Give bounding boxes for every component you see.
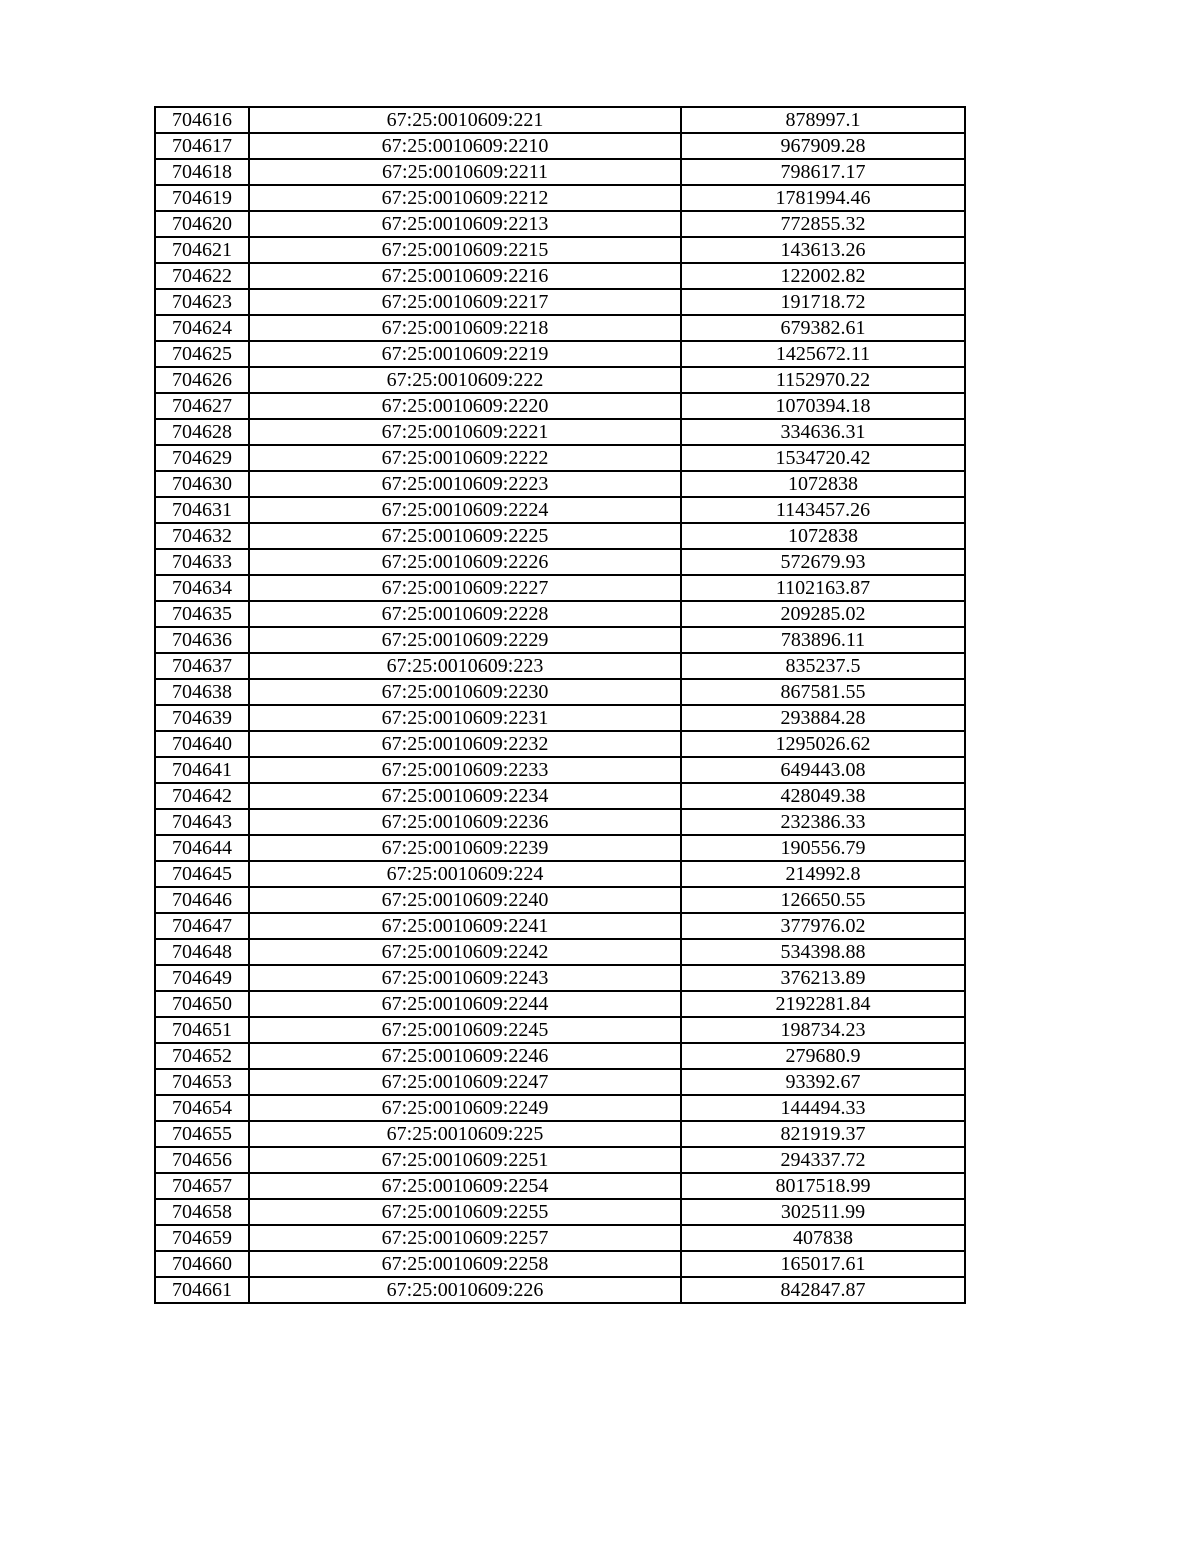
table-row: [155, 653, 965, 679]
row-number-cell: 704641: [155, 757, 249, 783]
cadastral-value-cell: 2192281.84: [681, 991, 965, 1017]
table-row: [155, 627, 965, 653]
row-number-cell: 704652: [155, 1043, 249, 1069]
table-row: [155, 575, 965, 601]
cadastral-number-cell: 67:25:0010609:2243: [249, 965, 681, 991]
cadastral-number-cell: 67:25:0010609:2232: [249, 731, 681, 757]
cadastral-number-cell: 67:25:0010609:2224: [249, 497, 681, 523]
table-row: [155, 679, 965, 705]
cadastral-number-cell: 67:25:0010609:2246: [249, 1043, 681, 1069]
row-number-cell: 704640: [155, 731, 249, 757]
cadastral-number-cell: 67:25:0010609:2221: [249, 419, 681, 445]
cadastral-number-cell: 67:25:0010609:2211: [249, 159, 681, 185]
cadastral-value-cell: 293884.28: [681, 705, 965, 731]
cadastral-number-cell: 67:25:0010609:2257: [249, 1225, 681, 1251]
cadastral-value-cell: 1072838: [681, 471, 965, 497]
table-row: [155, 159, 965, 185]
table-row: [155, 107, 965, 133]
cadastral-value-cell: 165017.61: [681, 1251, 965, 1277]
table-row: [155, 1043, 965, 1069]
cadastral-number-cell: 67:25:0010609:2215: [249, 237, 681, 263]
row-number-cell: 704655: [155, 1121, 249, 1147]
cadastral-value-cell: 534398.88: [681, 939, 965, 965]
cadastral-value-cell: 232386.33: [681, 809, 965, 835]
row-number-cell: 704660: [155, 1251, 249, 1277]
row-number-cell: 704625: [155, 341, 249, 367]
cadastral-value-cell: 334636.31: [681, 419, 965, 445]
cadastral-value-cell: 772855.32: [681, 211, 965, 237]
table-row: [155, 1095, 965, 1121]
cadastral-number-cell: 67:25:0010609:2218: [249, 315, 681, 341]
cadastral-number-cell: 67:25:0010609:2245: [249, 1017, 681, 1043]
cadastral-number-cell: 67:25:0010609:223: [249, 653, 681, 679]
cadastral-value-cell: 122002.82: [681, 263, 965, 289]
cadastral-number-cell: 67:25:0010609:2219: [249, 341, 681, 367]
cadastral-number-cell: 67:25:0010609:226: [249, 1277, 681, 1303]
cadastral-number-cell: 67:25:0010609:2244: [249, 991, 681, 1017]
row-number-cell: 704618: [155, 159, 249, 185]
cadastral-value-cell: 8017518.99: [681, 1173, 965, 1199]
cadastral-value-cell: 1152970.22: [681, 367, 965, 393]
table-row: [155, 263, 965, 289]
cadastral-value-cell: 407838: [681, 1225, 965, 1251]
cadastral-number-cell: 67:25:0010609:221: [249, 107, 681, 133]
cadastral-value-cell: 1295026.62: [681, 731, 965, 757]
table-row: [155, 445, 965, 471]
cadastral-value-cell: 679382.61: [681, 315, 965, 341]
cadastral-number-cell: 67:25:0010609:2220: [249, 393, 681, 419]
cadastral-number-cell: 67:25:0010609:2213: [249, 211, 681, 237]
cadastral-value-cell: 1143457.26: [681, 497, 965, 523]
cadastral-number-cell: 67:25:0010609:225: [249, 1121, 681, 1147]
table-row: [155, 1017, 965, 1043]
row-number-cell: 704623: [155, 289, 249, 315]
row-number-cell: 704637: [155, 653, 249, 679]
cadastral-value-cell: 143613.26: [681, 237, 965, 263]
cadastral-number-cell: 67:25:0010609:2229: [249, 627, 681, 653]
cadastral-value-cell: 1102163.87: [681, 575, 965, 601]
table-row: [155, 757, 965, 783]
cadastral-number-cell: 67:25:0010609:2258: [249, 1251, 681, 1277]
row-number-cell: 704617: [155, 133, 249, 159]
cadastral-number-cell: 67:25:0010609:2230: [249, 679, 681, 705]
cadastral-value-cell: 798617.17: [681, 159, 965, 185]
cadastral-number-cell: 67:25:0010609:2234: [249, 783, 681, 809]
row-number-cell: 704621: [155, 237, 249, 263]
table-row: [155, 523, 965, 549]
table-row: [155, 835, 965, 861]
cadastral-number-cell: 67:25:0010609:2216: [249, 263, 681, 289]
row-number-cell: 704635: [155, 601, 249, 627]
cadastral-number-cell: 67:25:0010609:2231: [249, 705, 681, 731]
cadastral-number-cell: 67:25:0010609:2240: [249, 887, 681, 913]
table-row: [155, 237, 965, 263]
table-row: [155, 367, 965, 393]
table-row: [155, 289, 965, 315]
row-number-cell: 704643: [155, 809, 249, 835]
row-number-cell: 704642: [155, 783, 249, 809]
cadastral-value-cell: 967909.28: [681, 133, 965, 159]
cadastral-number-cell: 67:25:0010609:222: [249, 367, 681, 393]
row-number-cell: 704633: [155, 549, 249, 575]
table-row: [155, 887, 965, 913]
cadastral-number-cell: 67:25:0010609:224: [249, 861, 681, 887]
cadastral-number-cell: 67:25:0010609:2228: [249, 601, 681, 627]
cadastral-number-cell: 67:25:0010609:2242: [249, 939, 681, 965]
cadastral-value-cell: 376213.89: [681, 965, 965, 991]
table-row: [155, 1251, 965, 1277]
row-number-cell: 704620: [155, 211, 249, 237]
table-row: [155, 939, 965, 965]
cadastral-number-cell: 67:25:0010609:2236: [249, 809, 681, 835]
row-number-cell: 704634: [155, 575, 249, 601]
cadastral-value-cell: 821919.37: [681, 1121, 965, 1147]
table-row: [155, 861, 965, 887]
row-number-cell: 704645: [155, 861, 249, 887]
cadastral-value-cell: 294337.72: [681, 1147, 965, 1173]
row-number-cell: 704658: [155, 1199, 249, 1225]
cadastral-number-cell: 67:25:0010609:2212: [249, 185, 681, 211]
table-row: [155, 1199, 965, 1225]
cadastral-value-cell: 783896.11: [681, 627, 965, 653]
table-row: [155, 471, 965, 497]
cadastral-value-cell: 191718.72: [681, 289, 965, 315]
cadastral-value-cell: 649443.08: [681, 757, 965, 783]
table-row: [155, 601, 965, 627]
cadastral-number-cell: 67:25:0010609:2254: [249, 1173, 681, 1199]
cadastral-value-cell: 377976.02: [681, 913, 965, 939]
cadastral-value-table: [154, 106, 966, 1304]
row-number-cell: 704624: [155, 315, 249, 341]
row-number-cell: 704616: [155, 107, 249, 133]
table-row: [155, 1121, 965, 1147]
row-number-cell: 704653: [155, 1069, 249, 1095]
cadastral-number-cell: 67:25:0010609:2226: [249, 549, 681, 575]
cadastral-value-cell: 428049.38: [681, 783, 965, 809]
table-row: [155, 549, 965, 575]
cadastral-value-cell: 867581.55: [681, 679, 965, 705]
row-number-cell: 704651: [155, 1017, 249, 1043]
cadastral-value-cell: 198734.23: [681, 1017, 965, 1043]
table-row: [155, 211, 965, 237]
cadastral-number-cell: 67:25:0010609:2223: [249, 471, 681, 497]
table-row: [155, 1225, 965, 1251]
cadastral-number-cell: 67:25:0010609:2239: [249, 835, 681, 861]
row-number-cell: 704619: [155, 185, 249, 211]
row-number-cell: 704644: [155, 835, 249, 861]
row-number-cell: 704632: [155, 523, 249, 549]
cadastral-value-cell: 878997.1: [681, 107, 965, 133]
cadastral-number-cell: 67:25:0010609:2241: [249, 913, 681, 939]
cadastral-number-cell: 67:25:0010609:2217: [249, 289, 681, 315]
row-number-cell: 704654: [155, 1095, 249, 1121]
table-row: [155, 783, 965, 809]
cadastral-value-cell: 144494.33: [681, 1095, 965, 1121]
cadastral-value-cell: 1781994.46: [681, 185, 965, 211]
row-number-cell: 704622: [155, 263, 249, 289]
row-number-cell: 704661: [155, 1277, 249, 1303]
cadastral-number-cell: 67:25:0010609:2233: [249, 757, 681, 783]
cadastral-value-cell: 214992.8: [681, 861, 965, 887]
table-row: [155, 1147, 965, 1173]
table-row: [155, 185, 965, 211]
cadastral-number-cell: 67:25:0010609:2210: [249, 133, 681, 159]
row-number-cell: 704627: [155, 393, 249, 419]
table-row: [155, 419, 965, 445]
table-row: [155, 731, 965, 757]
table-row: [155, 341, 965, 367]
row-number-cell: 704647: [155, 913, 249, 939]
row-number-cell: 704646: [155, 887, 249, 913]
table-row: [155, 991, 965, 1017]
row-number-cell: 704626: [155, 367, 249, 393]
row-number-cell: 704648: [155, 939, 249, 965]
cadastral-value-cell: 279680.9: [681, 1043, 965, 1069]
row-number-cell: 704631: [155, 497, 249, 523]
table-row: [155, 809, 965, 835]
row-number-cell: 704638: [155, 679, 249, 705]
table-row: [155, 913, 965, 939]
row-number-cell: 704630: [155, 471, 249, 497]
cadastral-value-cell: 835237.5: [681, 653, 965, 679]
row-number-cell: 704650: [155, 991, 249, 1017]
table-row: [155, 1069, 965, 1095]
row-number-cell: 704649: [155, 965, 249, 991]
cadastral-value-cell: 190556.79: [681, 835, 965, 861]
cadastral-number-cell: 67:25:0010609:2222: [249, 445, 681, 471]
cadastral-number-cell: 67:25:0010609:2227: [249, 575, 681, 601]
table-row: [155, 1277, 965, 1303]
table-row: [155, 133, 965, 159]
cadastral-value-cell: 1425672.11: [681, 341, 965, 367]
cadastral-number-cell: 67:25:0010609:2249: [249, 1095, 681, 1121]
table-row: [155, 1173, 965, 1199]
table-row: [155, 393, 965, 419]
row-number-cell: 704628: [155, 419, 249, 445]
table-body: [155, 107, 965, 1303]
row-number-cell: 704629: [155, 445, 249, 471]
cadastral-value-cell: 302511.99: [681, 1199, 965, 1225]
cadastral-value-cell: 1534720.42: [681, 445, 965, 471]
row-number-cell: 704636: [155, 627, 249, 653]
cadastral-value-cell: 572679.93: [681, 549, 965, 575]
row-number-cell: 704656: [155, 1147, 249, 1173]
cadastral-number-cell: 67:25:0010609:2247: [249, 1069, 681, 1095]
cadastral-value-cell: 209285.02: [681, 601, 965, 627]
table-row: [155, 965, 965, 991]
cadastral-value-cell: 1070394.18: [681, 393, 965, 419]
cadastral-value-cell: 1072838: [681, 523, 965, 549]
cadastral-number-cell: 67:25:0010609:2255: [249, 1199, 681, 1225]
cadastral-number-cell: 67:25:0010609:2251: [249, 1147, 681, 1173]
row-number-cell: 704659: [155, 1225, 249, 1251]
table-row: [155, 315, 965, 341]
table-row: [155, 497, 965, 523]
cadastral-value-cell: 93392.67: [681, 1069, 965, 1095]
cadastral-number-cell: 67:25:0010609:2225: [249, 523, 681, 549]
cadastral-value-cell: 842847.87: [681, 1277, 965, 1303]
table-row: [155, 705, 965, 731]
row-number-cell: 704639: [155, 705, 249, 731]
cadastral-value-cell: 126650.55: [681, 887, 965, 913]
row-number-cell: 704657: [155, 1173, 249, 1199]
